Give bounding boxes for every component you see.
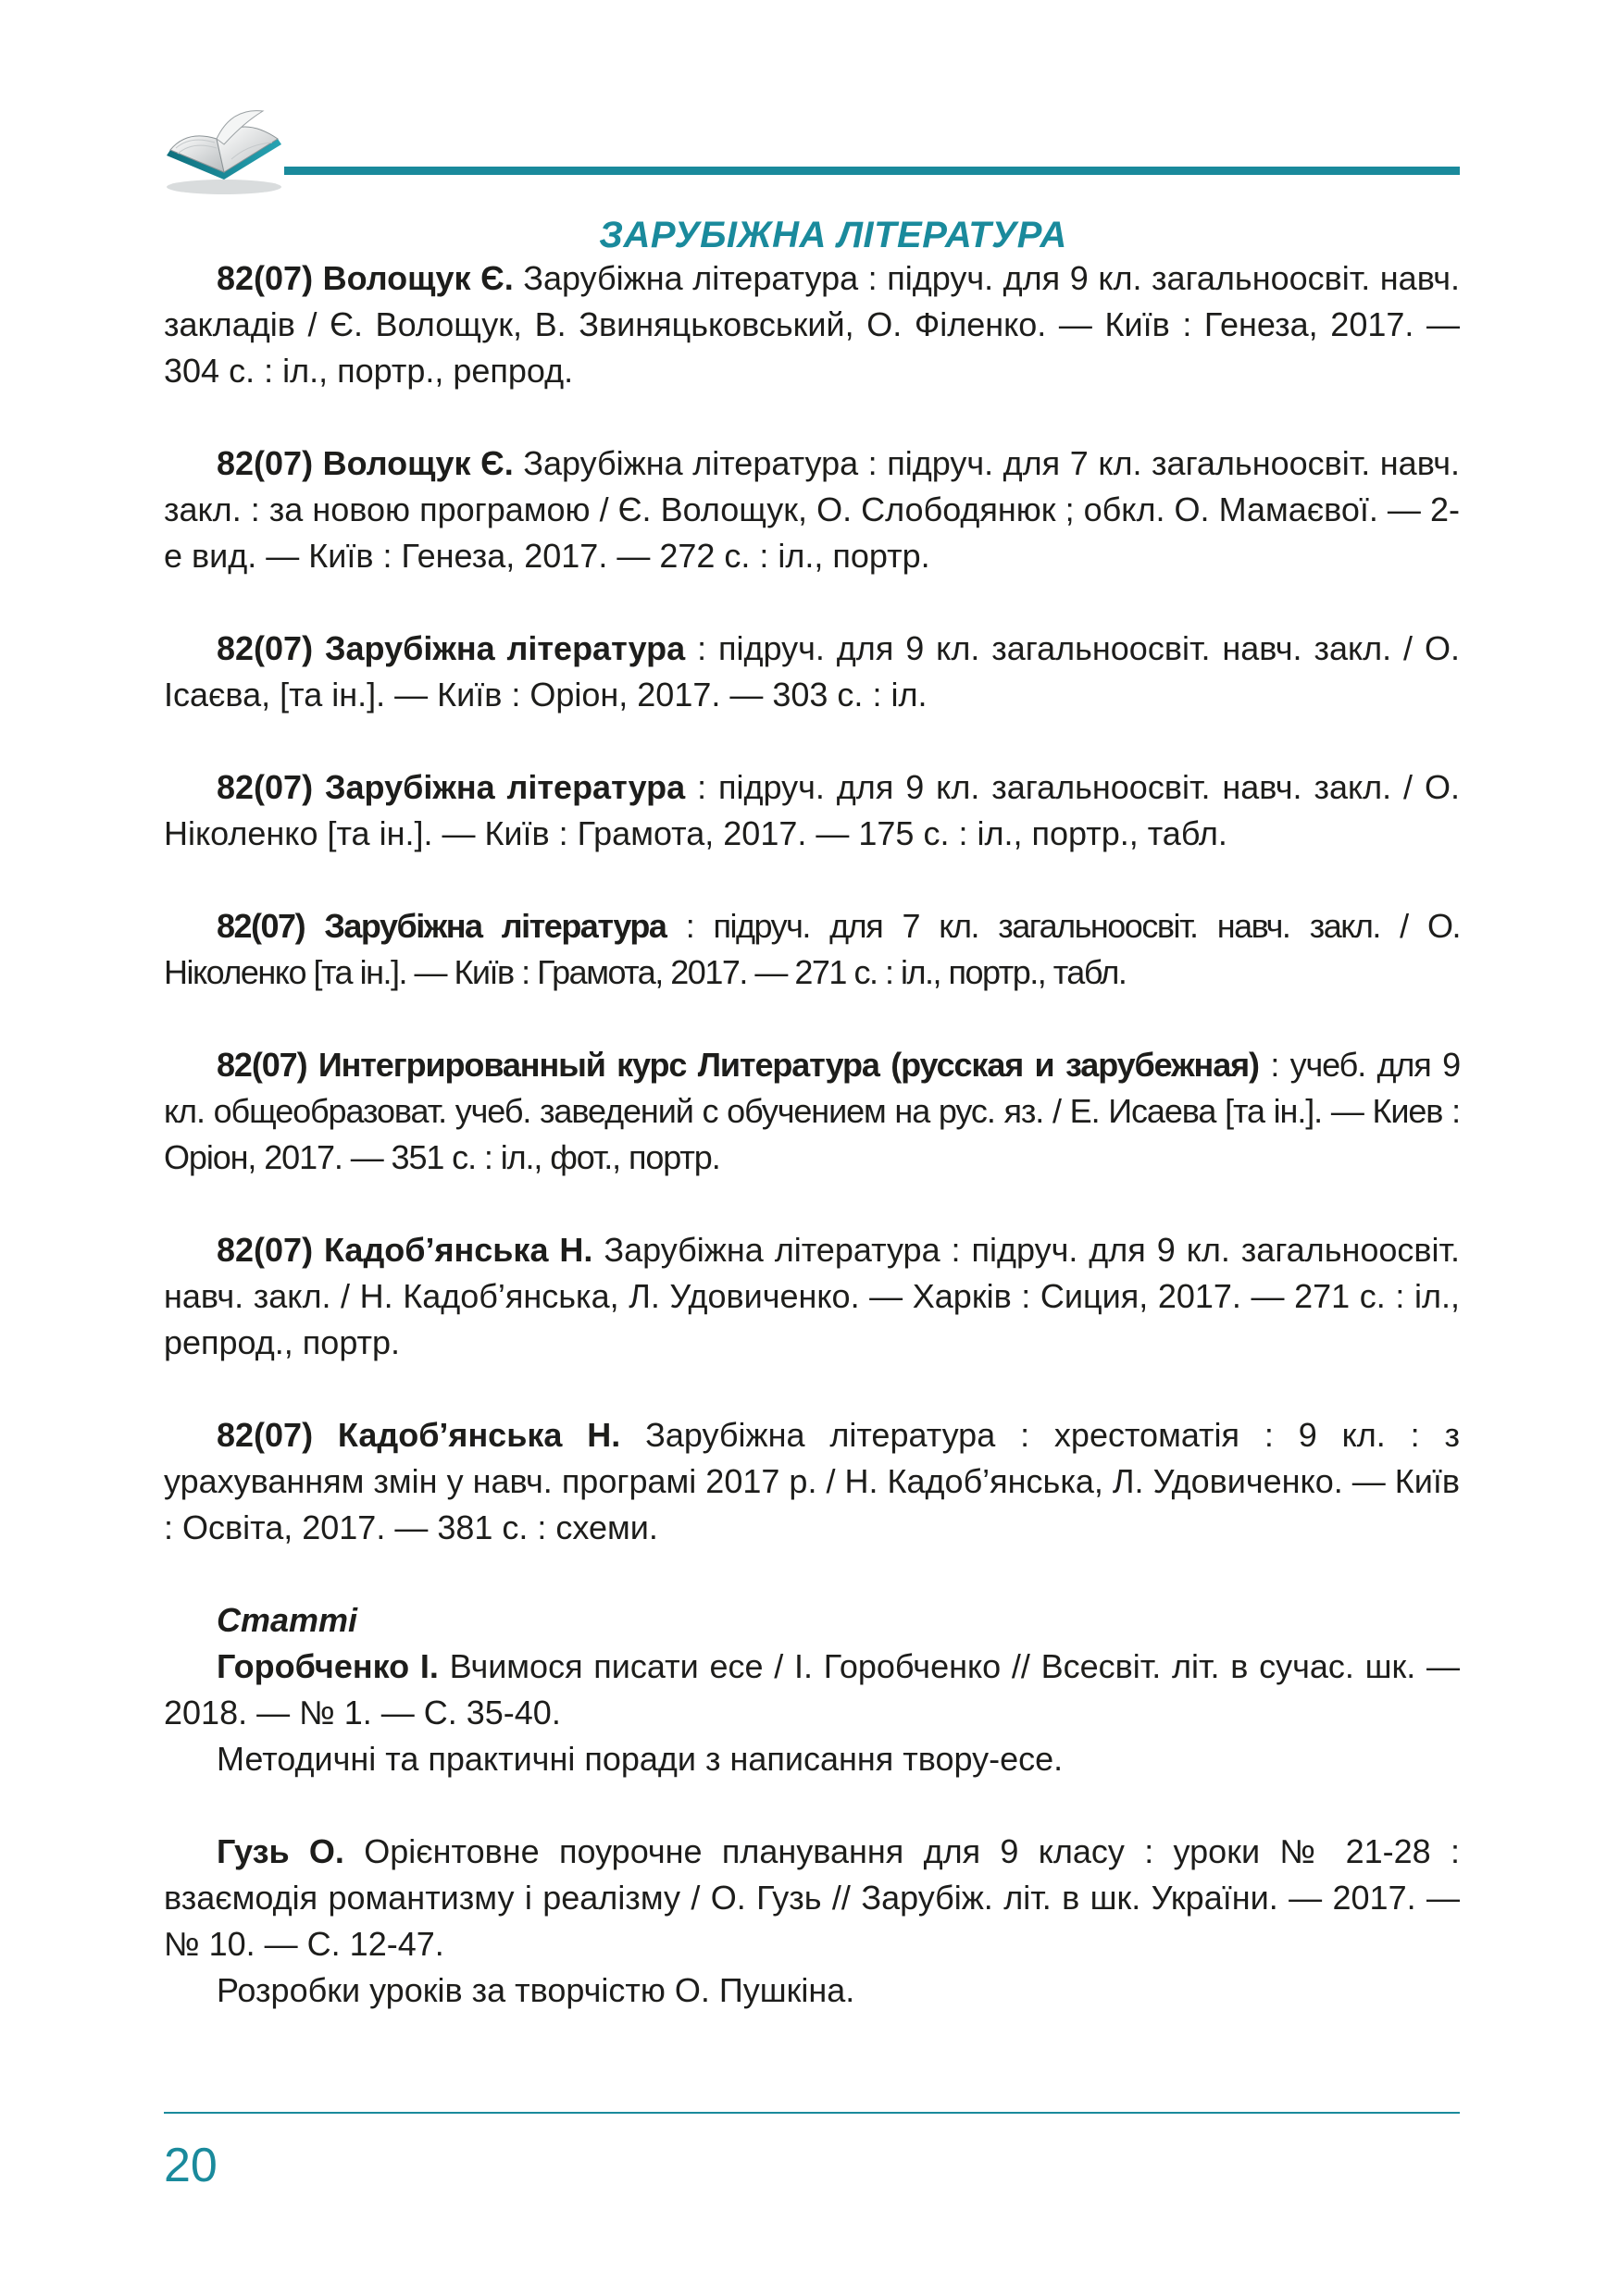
article-author: Горобченко І. [217, 1647, 439, 1685]
entry-description: : підруч. для 7 кл. загальноосвіт. навч. закл. / О. Ніколенко [та ін.]. — Київ : Грамота, 2017. — 271 с. : іл., портр., табл. [164, 907, 1460, 991]
book-entry [164, 255, 1460, 394]
book-entry [164, 626, 1460, 718]
book-entry [164, 1227, 1460, 1366]
entry-code: 82(07) [217, 768, 314, 806]
entry-code: 82(07) [217, 259, 314, 297]
entry-author: Волощук Є. [322, 259, 514, 297]
entry-title: Зарубіжна література [324, 768, 686, 806]
article-annotation: Методичні та практичні поради з написання твору-есе. [217, 1740, 1064, 1778]
entry-author: Кадоб’янська Н. [337, 1416, 621, 1454]
book-entry [164, 1042, 1460, 1181]
entry-description: : учеб. для 9 кл. общеобразоват. учеб. заведений с обучением на рус. яз. / Е. Исаева [та ін.]. — Киев : Оріон, 2017. — 351 с. : іл., фот., портр. [164, 1046, 1460, 1176]
entry-description: : підруч. для 9 кл. загальноосвіт. навч. закл. / О. Ніколенко [та ін.]. — Київ : Грамота, 2017. — 175 с. : іл., портр., табл. [164, 768, 1460, 852]
open-book-icon [159, 102, 284, 199]
book-entry [164, 764, 1460, 857]
entry-title: Зарубіжна література [324, 629, 686, 667]
article-description: Вчимося писати есе / І. Горобченко // Всесвіт. літ. в сучас. шк. — 2018. — № 1. — С. 35-40. [164, 1647, 1460, 1731]
entry-code: 82(07) [217, 1416, 314, 1454]
book-entry [164, 903, 1460, 996]
entry-description: Зарубіжна література : підруч. для 7 кл. загальноосвіт. навч. закл. : за новою програмою / Є. Волощук, О. Слободянюк ; обкл. О. Мамаєвої. — 2-е вид. — Київ : Генеза, 2017. — 272 с. : іл., портр. [164, 444, 1460, 575]
bibliography-content [164, 255, 1460, 2014]
entry-code: 82(07) [217, 444, 314, 482]
article-author: Гузь О. [217, 1832, 344, 1870]
entry-description: Зарубіжна література : хрестоматія : 9 кл. : з урахуванням змін у навч. програмі 2017 р. / Н. Кадоб’янська, Л. Удовиченко. — Київ : Освіта, 2017. — 381 с. : схеми. [164, 1416, 1460, 1546]
entry-description: : підруч. для 9 кл. загальноосвіт. навч. закл. / О. Ісаєва, [та ін.]. — Київ : Оріон, 2017. — 303 с. : іл. [164, 629, 1460, 714]
book-entry [164, 441, 1460, 579]
article-entry [164, 1829, 1460, 1967]
entry-code: 82(07) [217, 1231, 314, 1269]
entry-title: Интегрированный курс Литература (русская и зарубежная) [318, 1046, 1259, 1084]
page-number: 20 [164, 2139, 218, 2192]
book-entry [164, 1412, 1460, 1551]
entry-code: 82(07) [217, 907, 305, 945]
section-title: ЗАРУБІЖНА ЛІТЕРАТУРА [599, 215, 1067, 255]
article-entry [164, 1644, 1460, 1736]
entry-title: Зарубіжна література [324, 907, 666, 945]
articles-heading: Статті [217, 1601, 358, 1639]
header-rule [284, 167, 1460, 175]
entry-author: Кадоб’янська Н. [324, 1231, 593, 1269]
entry-author: Волощук Є. [322, 444, 514, 482]
entry-code: 82(07) [217, 629, 314, 667]
article-description: Орієнтовне поурочне планування для 9 класу : уроки № 21-28 : взаємодія романтизму і реалізму / О. Гузь // Зарубіж. літ. в шк. України. — 2017. — № 10. — С. 12-47. [164, 1832, 1460, 1963]
article-annotation: Розробки уроків за творчістю О. Пушкіна. [217, 1971, 855, 2009]
footer-rule [164, 2112, 1460, 2114]
entry-description: Зарубіжна література : підруч. для 9 кл. загальноосвіт. навч. закладів / Є. Волощук, В. Звиняцьковський, О. Філенко. — Київ : Генеза, 2017. — 304 с. : іл., портр., репрод. [164, 259, 1460, 390]
entry-code: 82(07) [217, 1046, 307, 1084]
entry-description: Зарубіжна література : підруч. для 9 кл. загальноосвіт. навч. закл. / Н. Кадоб’янська, Л. Удовиченко. — Харків : Сиция, 2017. — 271 с. : іл., репрод., портр. [164, 1231, 1460, 1361]
